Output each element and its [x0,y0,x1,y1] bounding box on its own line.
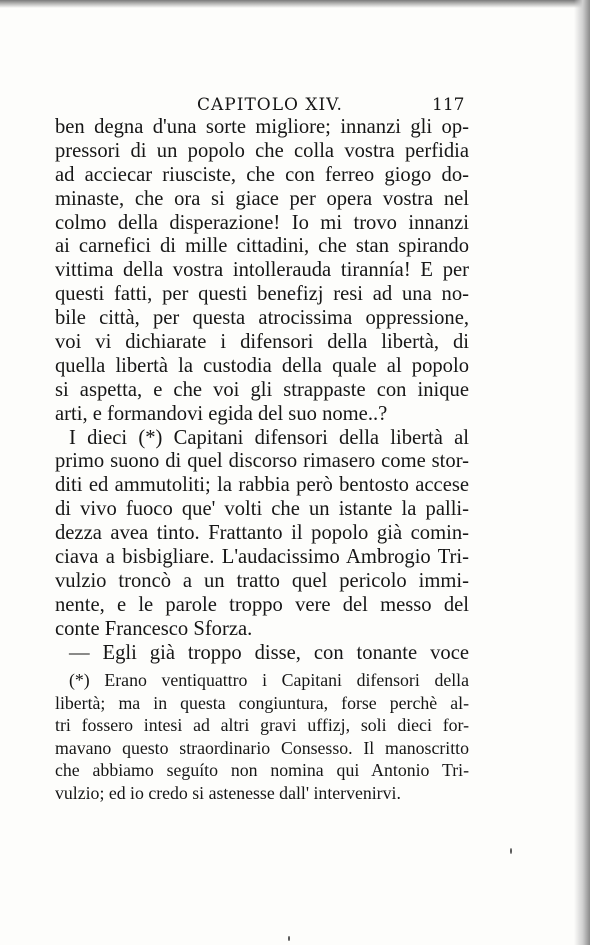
text-line: nente, e le parole troppo vere del messo del [55,593,469,616]
footnote [55,669,469,804]
text-line: si aspetta, e che voi gli strappaste con inique [55,378,469,401]
text-line: arti, e formandovi egida del suo nome..? [55,402,388,425]
text-line: conte Francesco Sforza. [55,617,253,640]
page-number: 117 [432,95,465,115]
text-line: ben degna d'una sorte migliore; innanzi gli op- [55,116,469,138]
text-line: diti ed ammutoliti; la rabbia però bentosto accese [55,474,469,497]
text-line: dezza avea tinto. Frattanto il popolo già comin- [55,522,469,545]
text-line: bile città, per questa atrocissima oppressione, [55,307,469,330]
text-line: quella libertà la custodia della quale al popolo [55,354,469,377]
text-line: primo suono di quel discorso rimasero come stor- [55,450,469,473]
text-line: ad acciecar riusciste, che con ferreo giogo do- [55,163,469,186]
footnote-line: (*) Erano ventiquattro i Capitani difensori della [69,670,469,690]
text-line: vittima della vostra intollerauda tirannía! E per [55,259,469,282]
paper-speck [288,936,290,941]
text-line: ai carnefici di mille cittadini, che stan spirando [55,235,469,258]
text-line: minaste, che ora si giace per opera vostra nel [55,187,469,210]
page-right-edge-shadow [574,0,590,945]
text-line: vulzio troncò a un tratto quel pericolo immi- [55,569,469,592]
page-top-shadow [0,0,590,8]
footnote-line: libertà; ma in questa congiuntura, forse perchè al- [55,692,469,713]
footnote-line: vulzio; ed io credo si astenesse dall' intervenirvi. [55,782,401,803]
text-line: — Egli già troppo disse, con tonante voce [69,641,469,664]
text-line: I dieci (*) Capitani difensori della libertà al [69,426,469,449]
main-text [55,116,469,665]
footnote-line: che abbiamo seguíto non nomina qui Antonio Tri- [55,760,469,780]
text-line: voi vi dichiarate i difensori della libertà, di [55,331,469,354]
paper-speck [510,848,512,854]
running-title: CAPITOLO XIV. [197,95,343,115]
footnote-line: mavano questo straordinario Consesso. Il manoscritto [55,737,469,758]
text-line: di vivo fuoco que' volti che un istante la palli- [55,498,469,521]
text-line: questi fatti, per questi benefizj resi ad una no- [55,283,469,306]
text-line: colmo della disperazione! Io mi trovo innanzi [55,211,469,234]
text-line: ciava a bisbigliare. L'audacissimo Ambrogio Tri- [55,546,469,569]
footnote-line: tri fossero intesi ad altri gravi uffizj, soli dieci for- [55,715,469,735]
text-line: pressori di un popolo che colla vostra perfidia [55,139,469,162]
